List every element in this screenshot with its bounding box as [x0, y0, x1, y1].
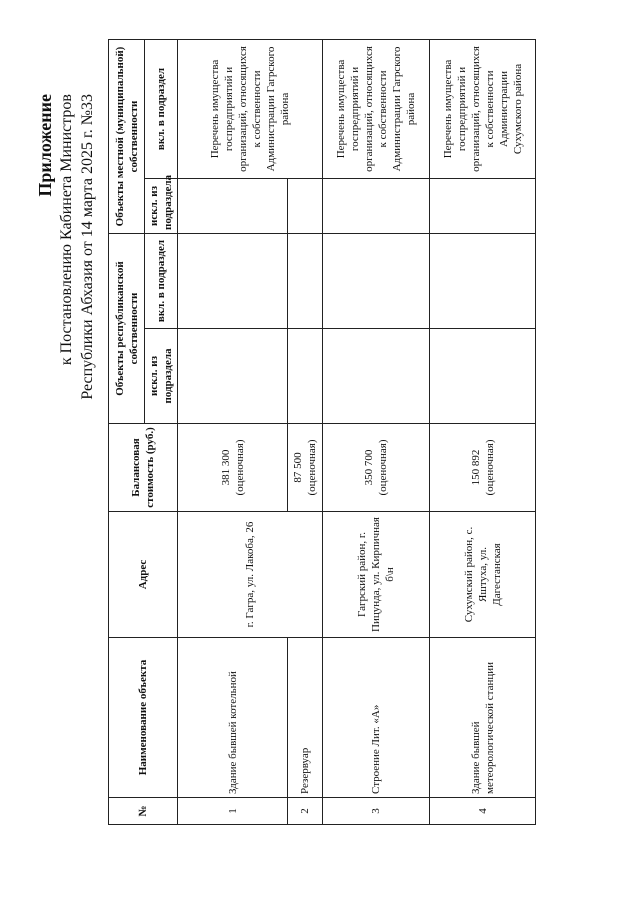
- row-address: Гагрский район, г. Пицунда, ул. Кирпичная б\н: [323, 512, 430, 638]
- row-republic-incl: [178, 233, 288, 328]
- row-num: 1: [178, 798, 288, 825]
- header-republic-group: Объекты республиканской собственности: [109, 233, 145, 423]
- row-num: 3: [323, 798, 430, 825]
- table-row: [323, 39, 430, 824]
- row-value: 87 500 (оценочная): [288, 424, 323, 512]
- row-name: Здание бывшей котельной: [178, 638, 288, 798]
- row-name: Здание бывшей метеорологической станции: [430, 638, 536, 798]
- row-num: 2: [288, 798, 323, 825]
- row-value: 150 892 (оценочная): [430, 424, 536, 512]
- row-name: Резервуар: [288, 638, 323, 798]
- property-table: [108, 39, 536, 825]
- row-value: 381 300 (оценочная): [178, 424, 288, 512]
- row-municipal-incl: Перечень имущества госпредприятий и организаций, относящихся к собственности Администрации Гагрского района: [323, 39, 430, 178]
- header-num: №: [109, 798, 178, 825]
- header-value: Балансовая стоимость (руб.): [109, 424, 178, 512]
- header-municipal-excl: искл. из подраздела: [145, 178, 178, 233]
- row-municipal-excl: [178, 178, 288, 233]
- row-municipal-excl: [323, 178, 430, 233]
- header-republic-excl: искл. из подраздела: [145, 329, 178, 424]
- row-num: 4: [430, 798, 536, 825]
- row-republic-excl: [430, 329, 536, 424]
- row-municipal-excl: [288, 178, 323, 233]
- row-value: 350 700 (оценочная): [323, 424, 430, 512]
- header-republic-incl: вкл. в подраздел: [145, 233, 178, 328]
- caption-title: Приложение: [35, 94, 55, 197]
- row-republic-excl: [323, 329, 430, 424]
- row-municipal-excl: [430, 178, 536, 233]
- header-municipal-incl: вкл. в подраздел: [145, 39, 178, 178]
- row-republic-incl: [288, 233, 323, 328]
- row-republic-excl: [288, 329, 323, 424]
- header-municipal-group: Объекты местной (муниципальной) собственности: [109, 39, 145, 233]
- row-address: г. Гагра, ул. Лакоба, 26: [178, 512, 323, 638]
- row-municipal-incl: Перечень имущества госпредприятий и организаций, относящихся к собственности Администрации Гагрского района: [178, 39, 323, 178]
- table-row: [430, 39, 536, 824]
- table-header-row-1: [109, 39, 145, 824]
- row-name: Строение Лит. «А»: [323, 638, 430, 798]
- row-address: Сухумский район, с. Яштуха, ул. Дагестанская: [430, 512, 536, 638]
- table-row: [178, 39, 288, 824]
- document-caption: [0, 94, 98, 400]
- caption-line-2: Республики Абхазия от 14 марта 2025 г. №33: [79, 94, 96, 400]
- header-address: Адрес: [109, 512, 178, 638]
- row-republic-incl: [323, 233, 430, 328]
- row-republic-incl: [430, 233, 536, 328]
- header-name: Наименование объекта: [109, 638, 178, 798]
- row-municipal-incl: Перечень имущества госпредприятий и организаций, относящихся к собственности Администрации Сухумского района: [430, 39, 536, 178]
- caption-line-1: к Постановлению Кабинета Министров: [58, 94, 75, 366]
- row-republic-excl: [178, 329, 288, 424]
